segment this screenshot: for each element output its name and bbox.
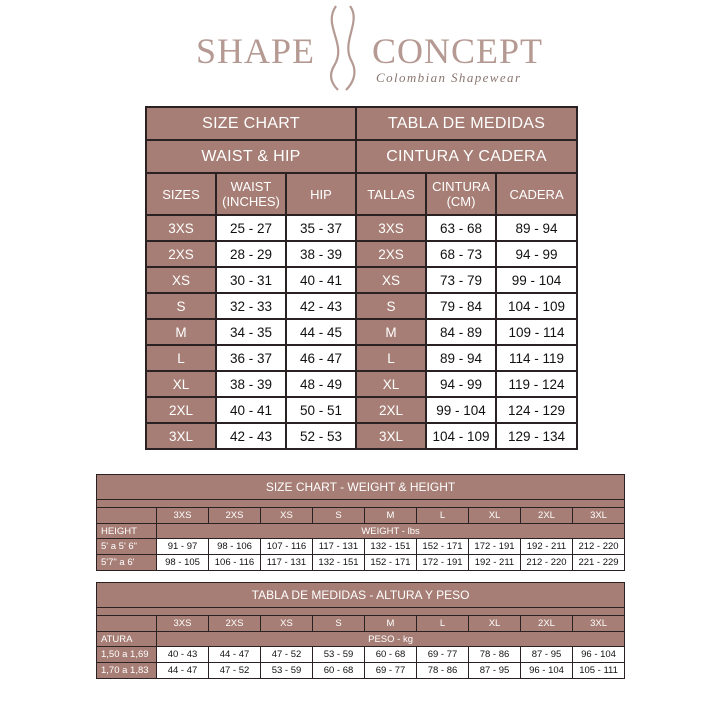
hip-cell: 35 - 37	[286, 215, 356, 241]
size-cell: XL	[146, 371, 216, 397]
size-header-cell: XS	[261, 616, 313, 632]
talla-cell: L	[356, 345, 426, 371]
size-header-cell: L	[417, 508, 469, 524]
cadera-cell: 99 - 104	[496, 267, 577, 293]
talla-cell: 2XL	[356, 397, 426, 423]
value-cell: 105 - 111	[573, 663, 625, 679]
cintura-cell: 79 - 84	[426, 293, 496, 319]
value-cell: 221 - 229	[573, 555, 625, 571]
size-header-cell: 3XS	[157, 508, 209, 524]
talla-cell: XL	[356, 371, 426, 397]
cadera-cell: 94 - 99	[496, 241, 577, 267]
waist-cell: 42 - 43	[216, 423, 286, 449]
hip-cell: 44 - 45	[286, 319, 356, 345]
size-header-cell: XL	[469, 616, 521, 632]
size-cell: 2XS	[146, 241, 216, 267]
range-label-cell: 5' a 5' 6"	[97, 539, 157, 555]
range-label-cell: 1,50 a 1,69	[97, 647, 157, 663]
weight-height-title: SIZE CHART - WEIGHT & HEIGHT	[97, 475, 625, 500]
table-row	[97, 555, 625, 571]
value-cell: 40 - 43	[157, 647, 209, 663]
size-header-cell: 3XL	[573, 616, 625, 632]
waist-hip-subtitle: WAIST & HIP	[146, 140, 356, 173]
hip-cell: 48 - 49	[286, 371, 356, 397]
cintura-cell: 68 - 73	[426, 241, 496, 267]
waist-cell: 25 - 27	[216, 215, 286, 241]
size-header-cell: 3XS	[157, 616, 209, 632]
hip-cell: 52 - 53	[286, 423, 356, 449]
spacer-cell	[97, 500, 625, 508]
size-cell: M	[146, 319, 216, 345]
col-header-sizes: SIZES	[146, 173, 216, 215]
size-cell: XS	[146, 267, 216, 293]
value-cell: 91 - 97	[157, 539, 209, 555]
table-row	[146, 371, 577, 397]
size-header-cell: XL	[469, 508, 521, 524]
table-row	[146, 293, 577, 319]
size-header-cell: 2XS	[209, 508, 261, 524]
col-header-tallas: TALLAS	[356, 173, 426, 215]
cintura-cell: 63 - 68	[426, 215, 496, 241]
value-cell: 212 - 220	[573, 539, 625, 555]
tabla-medidas-title: TABLA DE MEDIDAS	[356, 107, 577, 140]
weight-height-table	[96, 474, 625, 571]
row-header-label: ATURA	[97, 632, 157, 647]
value-cell: 44 - 47	[209, 647, 261, 663]
talla-cell: XS	[356, 267, 426, 293]
size-header-cell: M	[365, 616, 417, 632]
value-cell: 47 - 52	[209, 663, 261, 679]
value-cell: 212 - 220	[521, 555, 573, 571]
value-cell: 60 - 68	[313, 663, 365, 679]
cintura-cell: 73 - 79	[426, 267, 496, 293]
value-cell: 53 - 59	[313, 647, 365, 663]
hip-cell: 40 - 41	[286, 267, 356, 293]
value-cell: 78 - 86	[469, 647, 521, 663]
size-cell: 3XL	[146, 423, 216, 449]
table-row	[97, 539, 625, 555]
cintura-cadera-subtitle: CINTURA Y CADERA	[356, 140, 577, 173]
cintura-cell: 84 - 89	[426, 319, 496, 345]
waist-hip-size-table	[145, 106, 578, 450]
size-header-cell: XS	[261, 508, 313, 524]
hip-cell: 38 - 39	[286, 241, 356, 267]
altura-peso-table	[96, 582, 625, 679]
table-row	[146, 345, 577, 371]
waist-cell: 40 - 41	[216, 397, 286, 423]
value-cell: 132 - 151	[313, 555, 365, 571]
size-header-cell: 2XL	[521, 616, 573, 632]
talla-cell: M	[356, 319, 426, 345]
altura-peso-title: TABLA DE MEDIDAS - ALTURA Y PESO	[97, 583, 625, 608]
value-cell: 106 - 116	[209, 555, 261, 571]
size-cell: L	[146, 345, 216, 371]
value-cell: 69 - 77	[417, 647, 469, 663]
range-label-cell: 1,70 a 1,83	[97, 663, 157, 679]
cadera-cell: 114 - 119	[496, 345, 577, 371]
value-cell: 87 - 95	[521, 647, 573, 663]
value-cell: 152 - 171	[417, 539, 469, 555]
cadera-cell: 124 - 129	[496, 397, 577, 423]
col-header-cintura: CINTURA (CM)	[426, 173, 496, 215]
col-header-cadera: CADERA	[496, 173, 577, 215]
table-row	[146, 267, 577, 293]
size-chart-title: SIZE CHART	[146, 107, 356, 140]
size-header-cell: S	[313, 616, 365, 632]
value-cell: 117 - 131	[261, 555, 313, 571]
row-header-label: HEIGHT	[97, 524, 157, 539]
size-cell: S	[146, 293, 216, 319]
value-cell: 117 - 131	[313, 539, 365, 555]
brand-name-left: SHAPE	[196, 31, 316, 71]
cadera-cell: 119 - 124	[496, 371, 577, 397]
waist-cell: 38 - 39	[216, 371, 286, 397]
hip-cell: 46 - 47	[286, 345, 356, 371]
table-row	[146, 423, 577, 449]
brand-name-right: CONCEPT	[372, 31, 544, 71]
unit-label: PESO - kg	[157, 632, 625, 647]
spacer-row	[97, 500, 625, 508]
table-row	[97, 663, 625, 679]
size-header-cell: S	[313, 508, 365, 524]
cintura-cell: 99 - 104	[426, 397, 496, 423]
spacer-row	[97, 608, 625, 616]
talla-cell: 2XS	[356, 241, 426, 267]
brand-header	[0, 0, 720, 100]
col-header-waist: WAIST (INCHES)	[216, 173, 286, 215]
table-row	[97, 647, 625, 663]
cadera-cell: 89 - 94	[496, 215, 577, 241]
table-row	[146, 319, 577, 345]
value-cell: 44 - 47	[157, 663, 209, 679]
unit-row	[97, 524, 625, 539]
value-cell: 98 - 105	[157, 555, 209, 571]
size-header-cell: 2XS	[209, 616, 261, 632]
value-cell: 96 - 104	[573, 647, 625, 663]
value-cell: 172 - 191	[469, 539, 521, 555]
col-header-hip: HIP	[286, 173, 356, 215]
waist-cell: 28 - 29	[216, 241, 286, 267]
corner-cell	[97, 616, 157, 632]
value-cell: 96 - 104	[521, 663, 573, 679]
value-cell: 107 - 116	[261, 539, 313, 555]
cintura-cell: 104 - 109	[426, 423, 496, 449]
value-cell: 132 - 151	[365, 539, 417, 555]
size-header-cell: M	[365, 508, 417, 524]
cadera-cell: 129 - 134	[496, 423, 577, 449]
corner-cell	[97, 508, 157, 524]
value-cell: 192 - 211	[469, 555, 521, 571]
value-cell: 87 - 95	[469, 663, 521, 679]
value-cell: 78 - 86	[417, 663, 469, 679]
hip-cell: 50 - 51	[286, 397, 356, 423]
cintura-cell: 94 - 99	[426, 371, 496, 397]
size-header-cell: L	[417, 616, 469, 632]
talla-cell: 3XL	[356, 423, 426, 449]
size-header-row	[97, 508, 625, 524]
range-label-cell: 5'7" a 6'	[97, 555, 157, 571]
body-silhouette-logo	[318, 4, 366, 92]
value-cell: 60 - 68	[365, 647, 417, 663]
waist-cell: 32 - 33	[216, 293, 286, 319]
talla-cell: S	[356, 293, 426, 319]
size-header-cell: 2XL	[521, 508, 573, 524]
value-cell: 53 - 59	[261, 663, 313, 679]
table-row	[146, 397, 577, 423]
cadera-cell: 109 - 114	[496, 319, 577, 345]
waist-cell: 36 - 37	[216, 345, 286, 371]
spacer-cell	[97, 608, 625, 616]
hip-cell: 42 - 43	[286, 293, 356, 319]
value-cell: 47 - 52	[261, 647, 313, 663]
unit-row	[97, 632, 625, 647]
value-cell: 69 - 77	[365, 663, 417, 679]
brand-tagline: Colombian Shapewear	[376, 70, 522, 85]
size-header-cell: 3XL	[573, 508, 625, 524]
unit-label: WEIGHT - lbs	[157, 524, 625, 539]
cadera-cell: 104 - 109	[496, 293, 577, 319]
waist-cell: 34 - 35	[216, 319, 286, 345]
value-cell: 152 - 171	[365, 555, 417, 571]
value-cell: 172 - 191	[417, 555, 469, 571]
waist-cell: 30 - 31	[216, 267, 286, 293]
table-row	[146, 241, 577, 267]
value-cell: 192 - 211	[521, 539, 573, 555]
table-row	[146, 215, 577, 241]
cintura-cell: 89 - 94	[426, 345, 496, 371]
size-cell: 3XS	[146, 215, 216, 241]
talla-cell: 3XS	[356, 215, 426, 241]
value-cell: 98 - 106	[209, 539, 261, 555]
size-cell: 2XL	[146, 397, 216, 423]
size-header-row	[97, 616, 625, 632]
